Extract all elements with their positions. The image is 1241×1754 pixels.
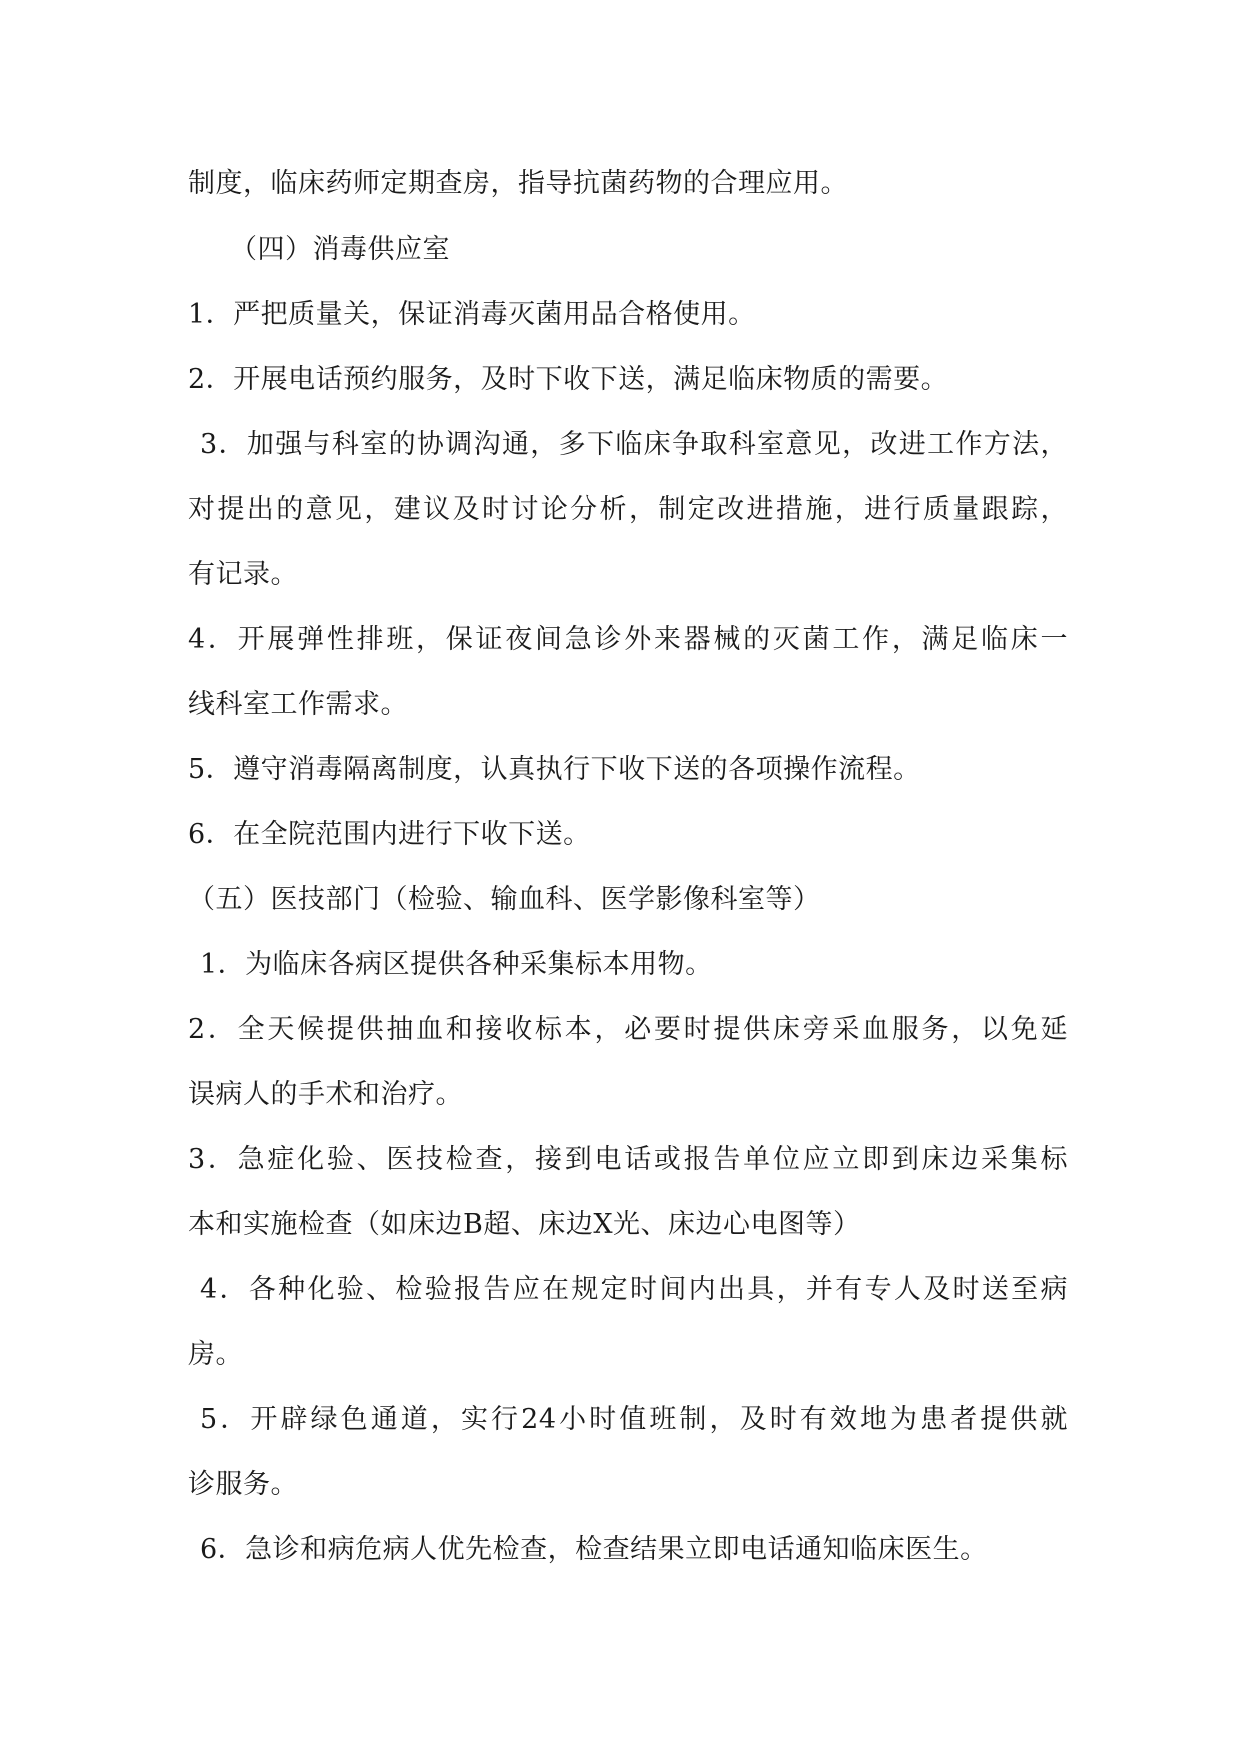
list-item: 4．开展弹性排班，保证夜间急诊外来器械的灭菌工作，满足临床一 [188, 624, 1068, 655]
list-item: 3．急症化验、医技检查，接到电话或报告单位应立即到床边采集标 [188, 1144, 1068, 1175]
section-heading: （四）消毒供应室 [230, 234, 450, 265]
list-item: 6．急诊和病危病人优先检查，检查结果立即电话通知临床医生。 [200, 1534, 988, 1565]
list-item: 5．开辟绿色通道，实行24小时值班制，及时有效地为患者提供就 [200, 1404, 1068, 1435]
list-item: 5．遵守消毒隔离制度，认真执行下收下送的各项操作流程。 [188, 754, 921, 785]
list-item: 2．开展电话预约服务，及时下收下送，满足临床物质的需要。 [188, 364, 949, 395]
list-item: 1．严把质量关，保证消毒灭菌用品合格使用。 [188, 299, 756, 330]
text-line: 本和实施检查（如床边B超、床边X光、床边心电图等） [188, 1209, 861, 1240]
text-line: 对提出的意见，建议及时讨论分析，制定改进措施，进行质量跟踪， [188, 494, 1068, 525]
text-line: 诊服务。 [188, 1469, 298, 1500]
list-item: 4．各种化验、检验报告应在规定时间内出具，并有专人及时送至病 [200, 1274, 1068, 1305]
text-line: 有记录。 [188, 559, 298, 590]
text-line: 制度，临床药师定期查房，指导抗菌药物的合理应用。 [188, 168, 848, 199]
text-line: 房。 [188, 1339, 243, 1370]
list-item: 2．全天候提供抽血和接收标本，必要时提供床旁采血服务，以免延 [188, 1014, 1068, 1045]
text-line: 线科室工作需求。 [188, 689, 408, 720]
list-item: 6．在全院范围内进行下收下送。 [188, 819, 591, 850]
list-item: 1．为临床各病区提供各种采集标本用物。 [200, 949, 713, 980]
list-item: 3．加强与科室的协调沟通，多下临床争取科室意见，改进工作方法， [200, 429, 1068, 460]
text-line: 误病人的手术和治疗。 [188, 1079, 463, 1110]
section-heading: （五）医技部门（检验、输血科、医学影像科室等） [188, 884, 821, 915]
